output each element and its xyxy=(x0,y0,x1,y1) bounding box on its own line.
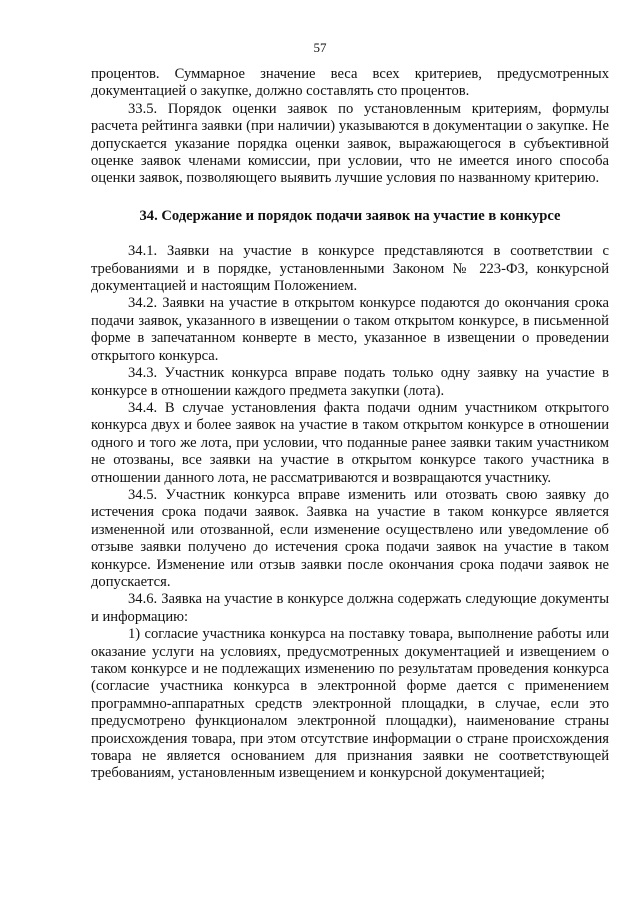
paragraph-34-3: 34.3. Участник конкурса вправе подать только одну заявку на участие в конкурсе в отношении каждого предмета закупки (лота). xyxy=(91,365,609,399)
paragraph-34-5: 34.5. Участник конкурса вправе изменить или отозвать свою заявку до истечения срока подачи заявок. Заявка на участие в таком конкурсе является измененной или отозванной, если изменение осуществлено или уведомление об отзыве заявки получено до истечения срока подачи заявок на участие в таком конкурсе. Изменение или отзыв заявки после окончания срока подачи заявок не допускается. xyxy=(91,486,609,590)
paragraph-34-6: 34.6. Заявка на участие в конкурсе должна содержать следующие документы и информацию: xyxy=(91,591,609,625)
paragraph-34-1: 34.1. Заявки на участие в конкурсе представляются в соответствии с требованиями и в порядке, установленными Законом № 223-ФЗ, конкурсной документацией и настоящим Положением. xyxy=(91,243,609,295)
spacer xyxy=(91,225,609,243)
paragraph-33-5: 33.5. Порядок оценки заявок по установленным критериям, формулы расчета рейтинга заявки (при наличии) указываются в документации о закупке. Не допускается указание порядка оценки заявок, выражающегося в субъективной оценке заявок членами комиссии, при условии, что не имеется иного способа оценки заявок, позволяющего выявить лучшие условия по названному критерию. xyxy=(91,100,609,187)
section-heading: 34. Содержание и порядок подачи заявок на участие в конкурсе xyxy=(139,207,561,224)
paragraph-34-6-item-1: 1) согласие участника конкурса на поставку товара, выполнение работы или оказание услуги на условиях, предусмотренных документацией и извещением о таком конкурсе и не подлежащих изменению по результатам проведения конкурса (согласие участника конкурса в электронной форме дается с применением программно-аппаратных средств электронной площадки, в случае, если это предусмотрено функционалом электронной площадки), наименование страны происхождения товара, при этом отсутствие информации о стране происхождения товара не является основанием для признания заявки не соответствующей требованиям, установленным извещением и конкурсной документацией; xyxy=(91,626,609,782)
page-content xyxy=(91,66,609,783)
paragraph-34-2: 34.2. Заявки на участие в открытом конкурсе подаются до окончания срока подачи заявок, указанного в извещении о таком открытом конкурсе, в письменной форме в запечатанном конверте в место, указанное в извещении о проведении открытого конкурса. xyxy=(91,295,609,364)
spacer xyxy=(91,188,609,208)
paragraph-34-4: 34.4. В случае установления факта подачи одним участником открытого конкурса двух и более заявок на участие в таком открытом конкурсе в отношении одного и того же лота, при условии, что поданные ранее заявки таким участником не отозваны, все заявки на участие в открытом конкурсе такого участника в отношении данного лота, не рассматриваются и возвращаются участнику. xyxy=(91,399,609,486)
intro-paragraph: процентов. Суммарное значение веса всех критериев, предусмотренных документацией о закупке, должно составлять сто процентов. xyxy=(91,66,609,100)
page-number: 57 xyxy=(313,40,327,55)
